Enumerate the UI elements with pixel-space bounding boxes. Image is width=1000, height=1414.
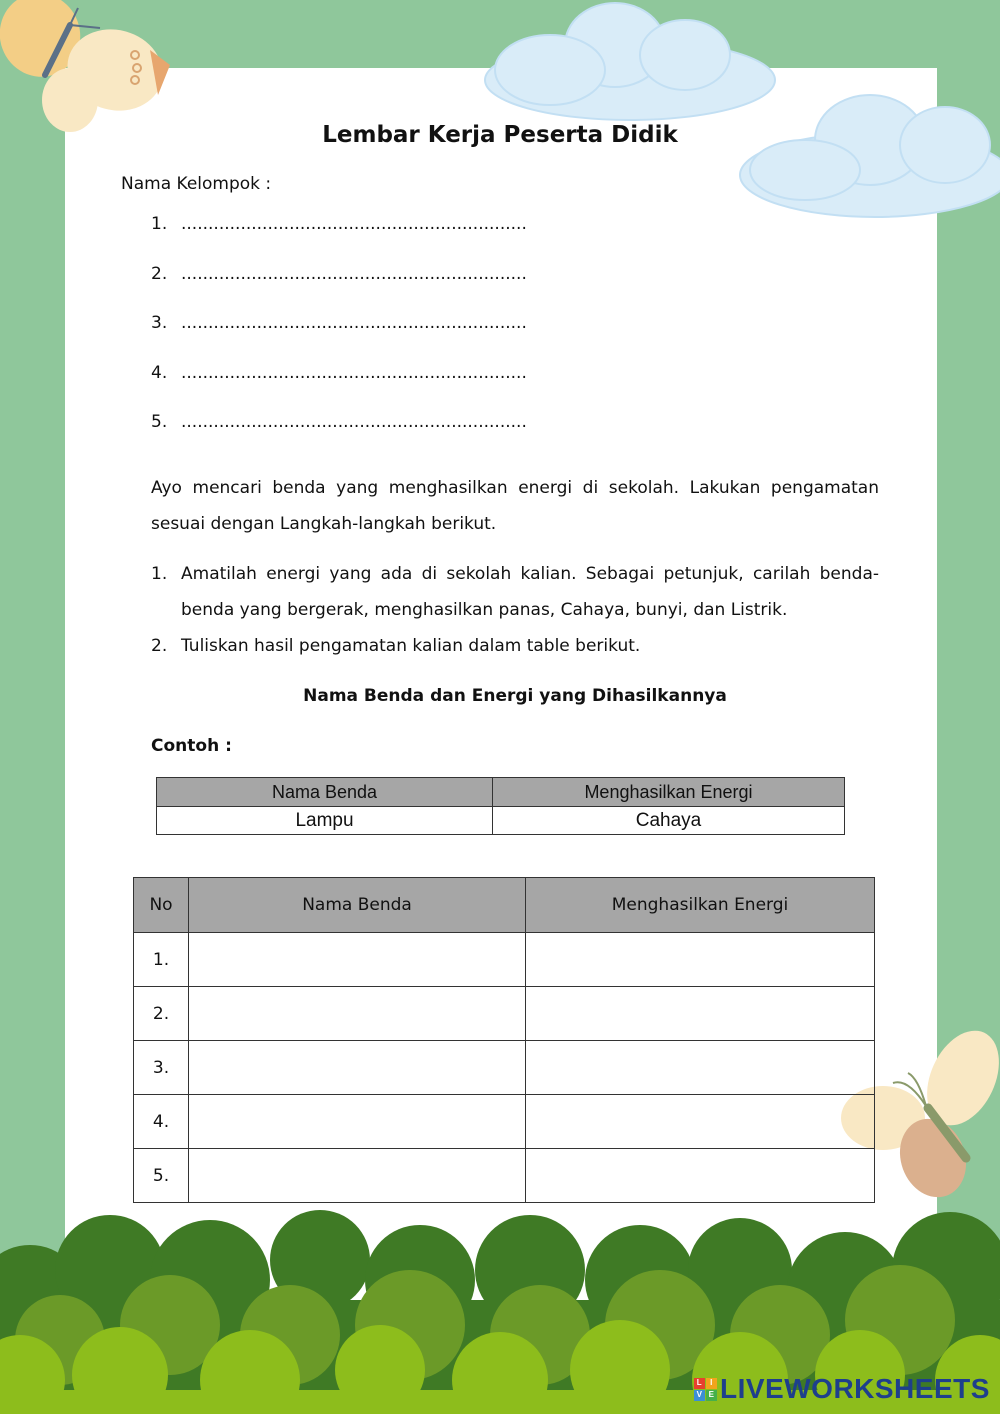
- step-number: 2.: [151, 636, 168, 656]
- benda-input-cell[interactable]: [189, 1149, 526, 1203]
- worksheet-title: Lembar Kerja Peserta Didik: [322, 122, 678, 148]
- header-nama-benda: Nama Benda: [157, 778, 493, 807]
- instruction-steps: [151, 556, 879, 664]
- energi-input-cell[interactable]: [526, 1095, 875, 1149]
- cloud-icon: [735, 90, 1000, 230]
- member-line[interactable]: [151, 214, 527, 264]
- row-number: 5.: [134, 1149, 189, 1203]
- header-nama-benda: Nama Benda: [189, 878, 526, 933]
- group-label: Nama Kelompok :: [121, 174, 272, 194]
- example-energi-cell: Cahaya: [493, 807, 845, 835]
- energi-input-cell[interactable]: [526, 933, 875, 987]
- table-row: [134, 1149, 875, 1203]
- member-line[interactable]: [151, 412, 527, 462]
- example-header-row: [157, 778, 845, 807]
- intro-paragraph: Ayo mencari benda yang menghasilkan energi di sekolah. Lakukan pengamatan sesuai dengan Langkah-langkah berikut.: [151, 478, 879, 534]
- step-text: Tuliskan hasil pengamatan kalian dalam table berikut.: [181, 636, 641, 656]
- member-dotted-line: ................................................................: [181, 362, 527, 383]
- group-member-list: [151, 214, 527, 462]
- benda-input-cell[interactable]: [189, 1095, 526, 1149]
- member-dotted-line: ................................................................: [181, 313, 527, 333]
- liveworksheets-logo-icon: [694, 1378, 717, 1401]
- observation-header-row: [134, 878, 875, 933]
- header-no: No: [134, 878, 189, 933]
- observation-table: [133, 877, 875, 1203]
- member-dotted-line: ................................................................: [181, 263, 527, 284]
- table-title: Nama Benda dan Energi yang Dihasilkannya: [303, 686, 727, 706]
- member-dotted-line: ................................................................: [181, 412, 527, 432]
- logo-letter: L: [694, 1378, 705, 1389]
- example-label: Contoh :: [151, 736, 232, 756]
- example-table: [156, 777, 845, 835]
- member-number: 3.: [151, 313, 168, 333]
- watermark-text: LIVEWORKSHEETS: [720, 1373, 990, 1404]
- step-text: Amatilah energi yang ada di sekolah kalian. Sebagai petunjuk, carilah benda-benda yang bergerak, menghasilkan panas, Cahaya, bunyi, dan Listrik.: [181, 564, 879, 620]
- table-row: [134, 1041, 875, 1095]
- member-dotted-line: ................................................................: [181, 214, 527, 234]
- energi-input-cell[interactable]: [526, 1041, 875, 1095]
- member-line[interactable]: [151, 363, 527, 413]
- member-line[interactable]: [151, 264, 527, 314]
- logo-letter: E: [706, 1390, 717, 1401]
- benda-input-cell[interactable]: [189, 1041, 526, 1095]
- header-menghasilkan-energi: Menghasilkan Energi: [493, 778, 845, 807]
- member-line[interactable]: [151, 313, 527, 363]
- logo-letter: V: [694, 1390, 705, 1401]
- energi-input-cell[interactable]: [526, 987, 875, 1041]
- member-number: 5.: [151, 412, 168, 432]
- table-row: [134, 987, 875, 1041]
- example-row: [157, 807, 845, 835]
- header-menghasilkan-energi: Menghasilkan Energi: [526, 878, 875, 933]
- table-row: [134, 933, 875, 987]
- instruction-step: [151, 628, 879, 664]
- butterfly-icon: [0, 0, 180, 140]
- row-number: 2.: [134, 987, 189, 1041]
- row-number: 1.: [134, 933, 189, 987]
- energi-input-cell[interactable]: [526, 1149, 875, 1203]
- step-number: 1.: [151, 564, 168, 584]
- member-number: 2.: [151, 263, 168, 284]
- row-number: 4.: [134, 1095, 189, 1149]
- instruction-step: [151, 556, 879, 628]
- benda-input-cell[interactable]: [189, 987, 526, 1041]
- table-row: [134, 1095, 875, 1149]
- logo-letter: I: [706, 1378, 717, 1389]
- member-number: 4.: [151, 362, 168, 383]
- member-number: 1.: [151, 214, 168, 234]
- example-benda-cell: Lampu: [157, 807, 493, 835]
- benda-input-cell[interactable]: [189, 933, 526, 987]
- row-number: 3.: [134, 1041, 189, 1095]
- liveworksheets-watermark: [694, 1373, 990, 1405]
